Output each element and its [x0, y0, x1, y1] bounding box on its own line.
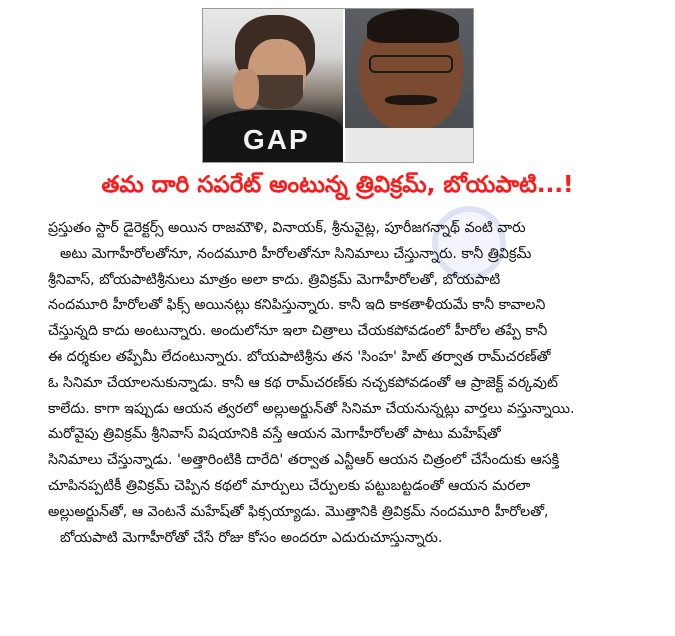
director-photo-left: [203, 9, 343, 162]
director-photo-right: [343, 9, 473, 162]
article-line: ప్రస్తుతం స్టార్ డైరెక్టర్స్ అయిన రాజమౌళి, వినాయక్, శ్రీనువైట్ల, పూరీజగన్నాథ్ వంటి వారు: [48, 220, 526, 236]
article-line: బోయపాటి మెగాహీరోతో చేసే రోజు కోసం అందరూ ఎదురుచూస్తున్నారు.: [60, 529, 443, 546]
article-line: సినిమాలు చేస్తున్నాడు. 'అత్తారింటికి దారేది' తర్వాత ఎన్టీఆర్ ఆయన చిత్రంలో చేసేందుకు ఆసక్తి: [48, 452, 560, 469]
article-line: చూపినప్పటికీ త్రివిక్రమ్ చెప్పిన కథలో మార్పులు చేర్పులకు పట్టుబట్టడంతో ఆయన మరలా: [48, 477, 531, 494]
shirt-logo-text: GAP: [243, 124, 310, 155]
article-body: [48, 216, 648, 551]
article-line: శ్రీనివాస్, బోయపాటిశ్రీనులు మాత్రం అలా కాదు. త్రివిక్రమ్ మెగాహీరోలతో, బోయపాటి: [48, 271, 501, 288]
article-line: చేస్తున్నది కాదు అంటున్నారు. అందులోనూ ఇలా చిత్రాలు చేయకపోవడంలో హీరోల తప్పే కానీ: [48, 323, 548, 340]
header-photo: [202, 8, 474, 163]
article-line: అల్లుఅర్జున్‌తో, ఆ వెంటనే మహేష్‌తో ఫిక్సయ్యాడు. మొత్తానికి త్రివిక్రమ్ నందమూరి హీరోలతో,: [48, 503, 549, 520]
article-line: మరోవైపు త్రివిక్రమ్ శ్రీనివాస్ విషయానికి వస్తే ఆయన మెగాహీరోలతో పాటు మహేష్‌తో: [48, 426, 501, 443]
article-line: కాలేదు. కాగా ఇప్పుడు ఆయన త్వరలో అల్లుఅర్జున్‌తో సినిమా చేయనున్నట్లు వార్తలు వస్తున్నాయి.: [48, 400, 575, 417]
article-line: ఓ సినిమా చేయాలనుకున్నాడు. కానీ ఆ కథ రామ్‌చరణ్‌కు నచ్చకపోవడంతో ఆ ప్రాజెక్ట్ వర్కవుట్: [48, 374, 558, 391]
article-line: అటు మెగాహీరోలతోనూ, నందమూరి హీరోలతోనూ సినిమాలు చేస్తున్నారు. కానీ త్రివిక్రమ్: [60, 245, 532, 262]
article-line: ఈ దర్శకుల తప్పేమీ లేదంటున్నారు. బోయపాటిశ్రీను తన 'సింహ' హిట్ తర్వాత రామ్‌చరణ్‌తో: [48, 348, 551, 365]
article-headline: తమ దారి సపరేట్ అంటున్న త్రివిక్రమ్, బోయపాటి...!: [101, 172, 574, 198]
article-line: నందమూరి హీరోలతో ఫిక్స్ అయినట్లు కనిపిస్తున్నారు. కానీ ఇది కాకతాళీయమే కానీ కావాలని: [48, 297, 546, 314]
